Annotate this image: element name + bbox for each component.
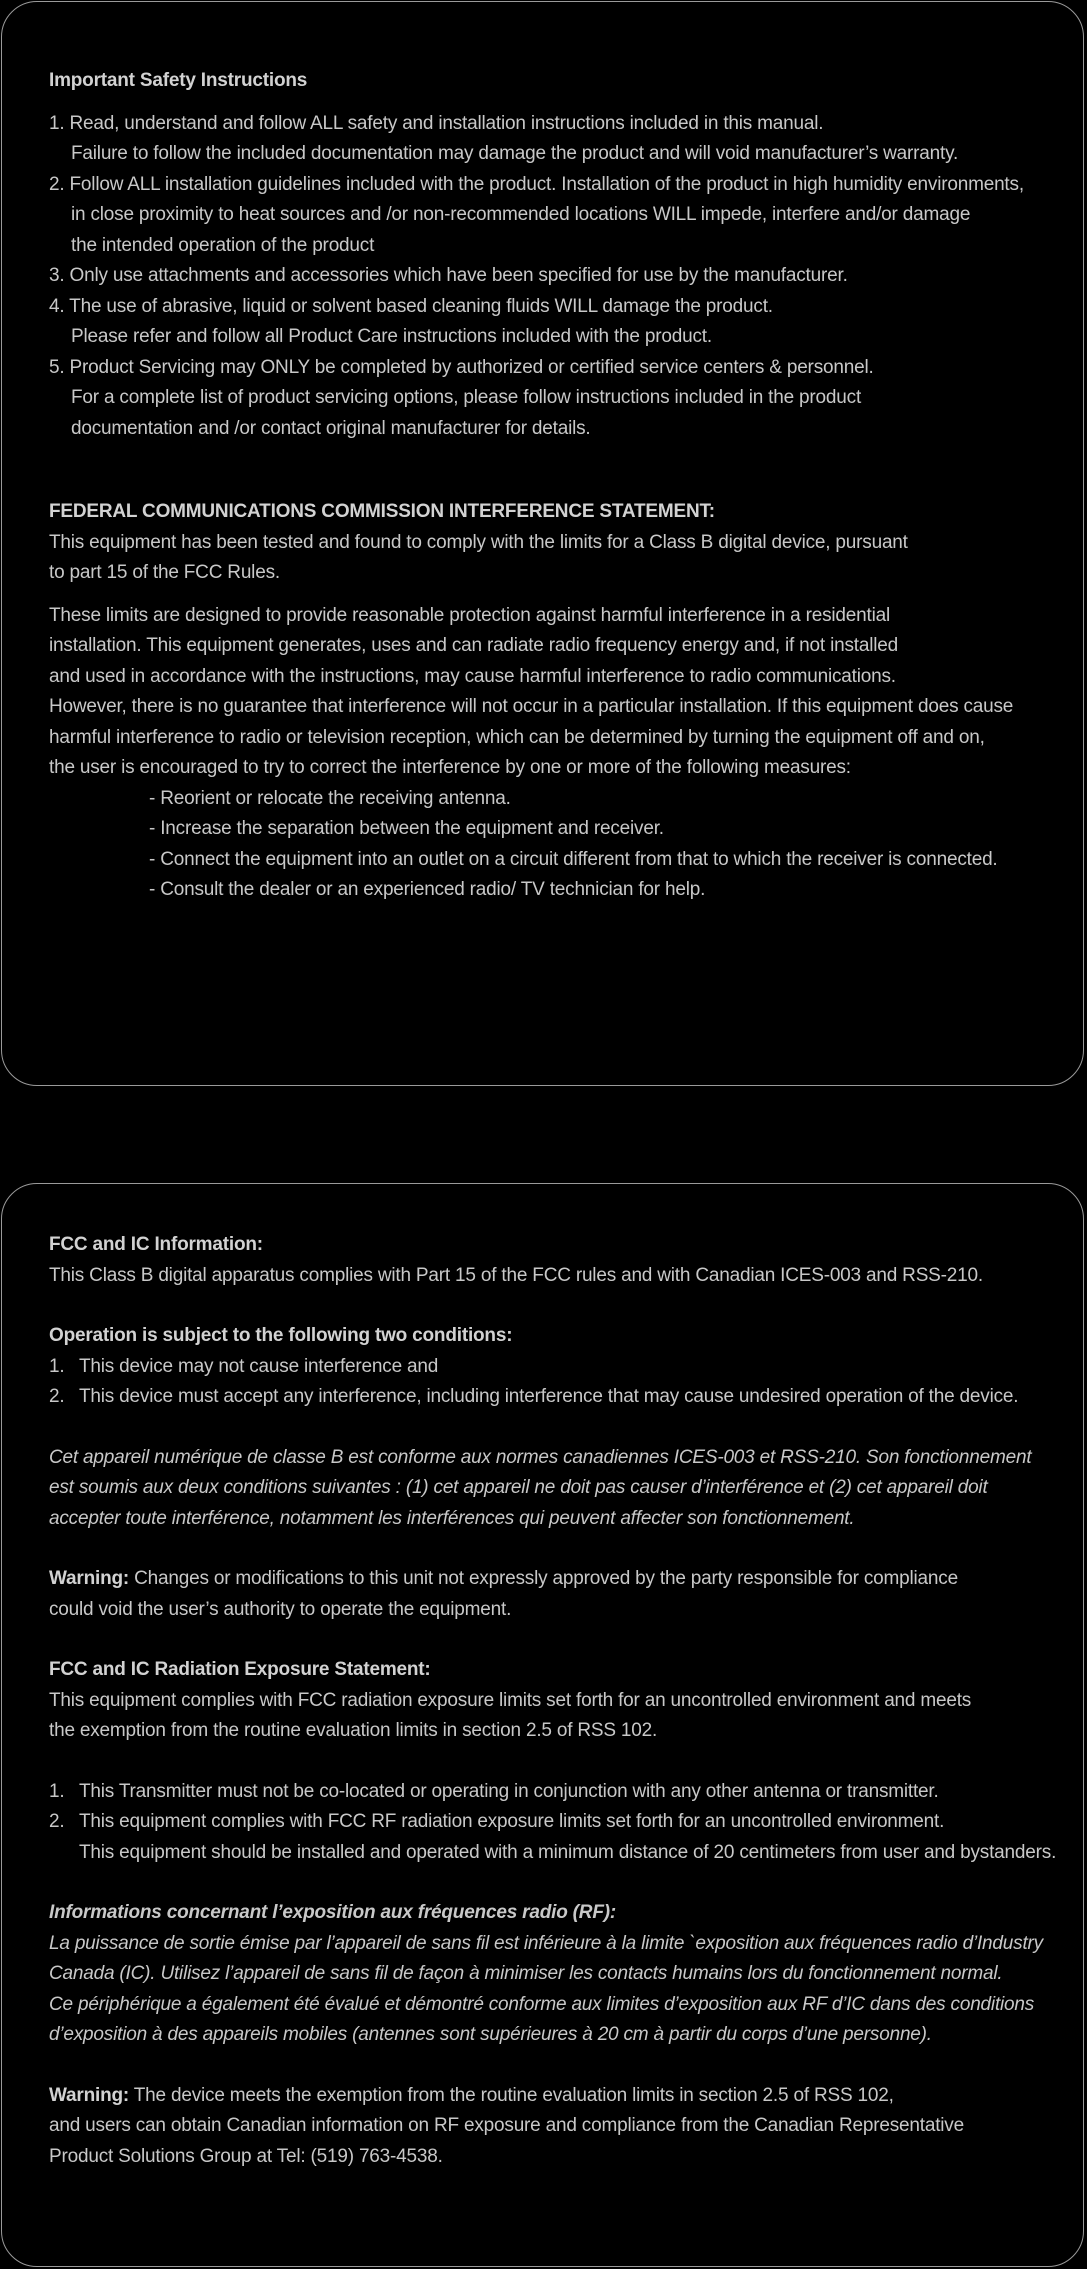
- radiation-number: 2.: [49, 1811, 65, 1832]
- fcc-p2-line-6: the user is encouraged to try to correct the interference by one or more of the following measures:: [49, 757, 851, 778]
- radiation-item: [49, 1777, 1053, 1808]
- condition-number: 1.: [49, 1355, 65, 1377]
- fcc-p2-line-5: harmful interference to radio or television reception, which can be determined by turning the equipment off and on,: [49, 726, 985, 748]
- radiation-item-2-continued: This equipment should be installed and operated with a minimum distance of 20 centimeters from user and bystanders.: [79, 1841, 1057, 1863]
- rf-text: [49, 1929, 1053, 2051]
- warning-1-line-1: Changes or modifications to this unit not expressly approved by the party responsible for compliance: [129, 1568, 958, 1589]
- fcc-p1-line-1: This equipment has been tested and found to comply with the limits for a Class B digital device, pursuant: [49, 531, 908, 553]
- safety-item-4-line-2: Please refer and follow all Product Care instructions included with the product.: [71, 326, 712, 347]
- french-compliance-text: [49, 1443, 1053, 1535]
- safety-fcc-panel: [1, 1, 1084, 1086]
- fcc-ic-title: FCC and IC Information:: [49, 1234, 263, 1255]
- french-line-2: est soumis aux deux conditions suivantes : (1) cet appareil ne doit pas causer d’interférence et (2) cet appareil doit: [49, 1477, 988, 1498]
- fcc-title: FEDERAL COMMUNICATIONS COMMISSION INTERFERENCE STATEMENT:: [49, 501, 715, 522]
- radiation-item-text: This Transmitter must not be co-located or operating in conjunction with any other antenna or transmitter.: [79, 1780, 939, 1802]
- warning-label: Warning:: [49, 1568, 130, 1589]
- safety-item-4-line-1: 4. The use of abrasive, liquid or solvent based cleaning fluids WILL damage the product.: [49, 295, 773, 317]
- warning-modifications: [49, 1564, 1053, 1625]
- radiation-title: FCC and IC Radiation Exposure Statement:: [49, 1659, 431, 1680]
- safety-item-5-line-2: For a complete list of product servicing options, please follow instructions included in the product: [71, 387, 862, 408]
- conditions-title: Operation is subject to the following two conditions:: [49, 1325, 513, 1346]
- condition-number: 2.: [49, 1386, 65, 1407]
- safety-item-2-line-3: the intended operation of the product: [71, 234, 375, 256]
- warning-2-line-1: The device meets the exemption from the routine evaluation limits in section 2.5 of RSS 102,: [129, 2084, 894, 2106]
- radiation-line-1: This equipment complies with FCC radiation exposure limits set forth for an uncontrolled environment and meets: [49, 1689, 972, 1711]
- condition-item: [49, 1382, 1053, 1413]
- fcc-measures-list: [49, 784, 1053, 906]
- safety-item-2-line-2: in close proximity to heat sources and /or non-recommended locations WILL impede, interfere and/or damage: [71, 204, 971, 225]
- rf-line-4: d’exposition à des appareils mobiles (antennes sont supérieures à 20 cm à partir du corps d’une personne).: [49, 2024, 932, 2045]
- radiation-line-2: the exemption from the routine evaluation limits in section 2.5 of RSS 102.: [49, 1720, 658, 1741]
- warning-2-line-2: and users can obtain Canadian information on RF exposure and compliance from the Canadian Representative: [49, 2115, 964, 2136]
- condition-text: This device may not cause interference and: [79, 1355, 439, 1377]
- rf-line-3: Ce périphérique a également été évalué et démontré conforme aux limites d’exposition aux RF d’IC dans des conditions: [49, 1993, 1035, 2015]
- measure-item: - Reorient or relocate the receiving antenna.: [149, 787, 511, 809]
- rf-line-1: La puissance de sortie émise par l’appareil de sans fil est inférieure à la limite `exposition aux fréquences radio d’Industry: [49, 1932, 1043, 1954]
- fcc-ic-text: This Class B digital apparatus complies with Part 15 of the FCC rules and with Canadian ICES-003 and RSS-210.: [49, 1264, 983, 1286]
- radiation-number: 1.: [49, 1780, 65, 1802]
- rf-line-2: Canada (IC). Utilisez l’appareil de sans fil de façon à minimiser les contacts humains lors du fonctionnement normal.: [49, 1963, 1003, 1984]
- fcc-p2-line-4: However, there is no guarantee that interference will not occur in a particular installation. If this equipment does cause: [49, 696, 1014, 717]
- safety-item-1-line-2: Failure to follow the included documentation may damage the product and will void manufacturer’s warranty.: [71, 143, 959, 164]
- french-line-1: Cet appareil numérique de classe B est conforme aux normes canadiennes ICES-003 et RSS-210. Son fonctionnement: [49, 1446, 1032, 1468]
- measure-item: - Consult the dealer or an experienced radio/ TV technician for help.: [149, 879, 706, 900]
- french-line-3: accepter toute interférence, notamment les interférences qui peuvent affecter son fonctionnement.: [49, 1507, 855, 1529]
- fcc-p2-line-1: These limits are designed to provide reasonable protection against harmful interference in a residential: [49, 604, 891, 626]
- warning-exemption: [49, 2081, 1053, 2173]
- safety-item-1-line-1: 1. Read, understand and follow ALL safety and installation instructions included in this manual.: [49, 112, 824, 134]
- safety-item-5-line-3: documentation and /or contact original manufacturer for details.: [71, 417, 591, 439]
- safety-item-2-line-1: 2. Follow ALL installation guidelines included with the product. Installation of the product in high humidity environments,: [49, 173, 1024, 195]
- warning-2-line-3: Product Solutions Group at Tel: (519) 763-4538.: [49, 2145, 443, 2167]
- safety-item-5-line-1: 5. Product Servicing may ONLY be completed by authorized or certified service centers & personnel.: [49, 356, 874, 378]
- fcc-ic-panel: [1, 1183, 1084, 2267]
- condition-text: This device must accept any interference, including interference that may cause undesired operation of the device.: [79, 1386, 1019, 1407]
- safety-list: [49, 109, 1053, 445]
- warning-1-line-2: could void the user’s authority to operate the equipment.: [49, 1598, 512, 1620]
- fcc-p2-line-2: installation. This equipment generates, uses and can radiate radio frequency energy and, if not installed: [49, 635, 898, 656]
- condition-item: [49, 1352, 1053, 1383]
- radiation-item-text: This equipment complies with FCC RF radiation exposure limits set forth for an uncontrolled environment.: [79, 1811, 945, 1832]
- fcc-ic-content: [49, 1230, 1057, 2172]
- warning-label: Warning:: [49, 2084, 130, 2106]
- measure-item: - Connect the equipment into an outlet on a circuit different from that to which the receiver is connected.: [149, 848, 998, 870]
- safety-item-3-line-1: 3. Only use attachments and accessories which have been specified for use by the manufacturer.: [49, 265, 848, 286]
- fcc-p2-line-3: and used in accordance with the instructions, may cause harmful interference to radio communications.: [49, 665, 896, 687]
- rf-title: Informations concernant l’exposition aux fréquences radio (RF):: [49, 1902, 616, 1923]
- fcc-paragraph-2: [49, 601, 1053, 784]
- fcc-paragraph-1: [49, 528, 1053, 589]
- safety-title: Important Safety Instructions: [49, 70, 308, 91]
- radiation-item: [49, 1807, 1053, 1838]
- measure-item: - Increase the separation between the equipment and receiver.: [149, 818, 664, 839]
- safety-fcc-content: [49, 66, 1053, 906]
- fcc-p1-line-2: to part 15 of the FCC Rules.: [49, 562, 280, 583]
